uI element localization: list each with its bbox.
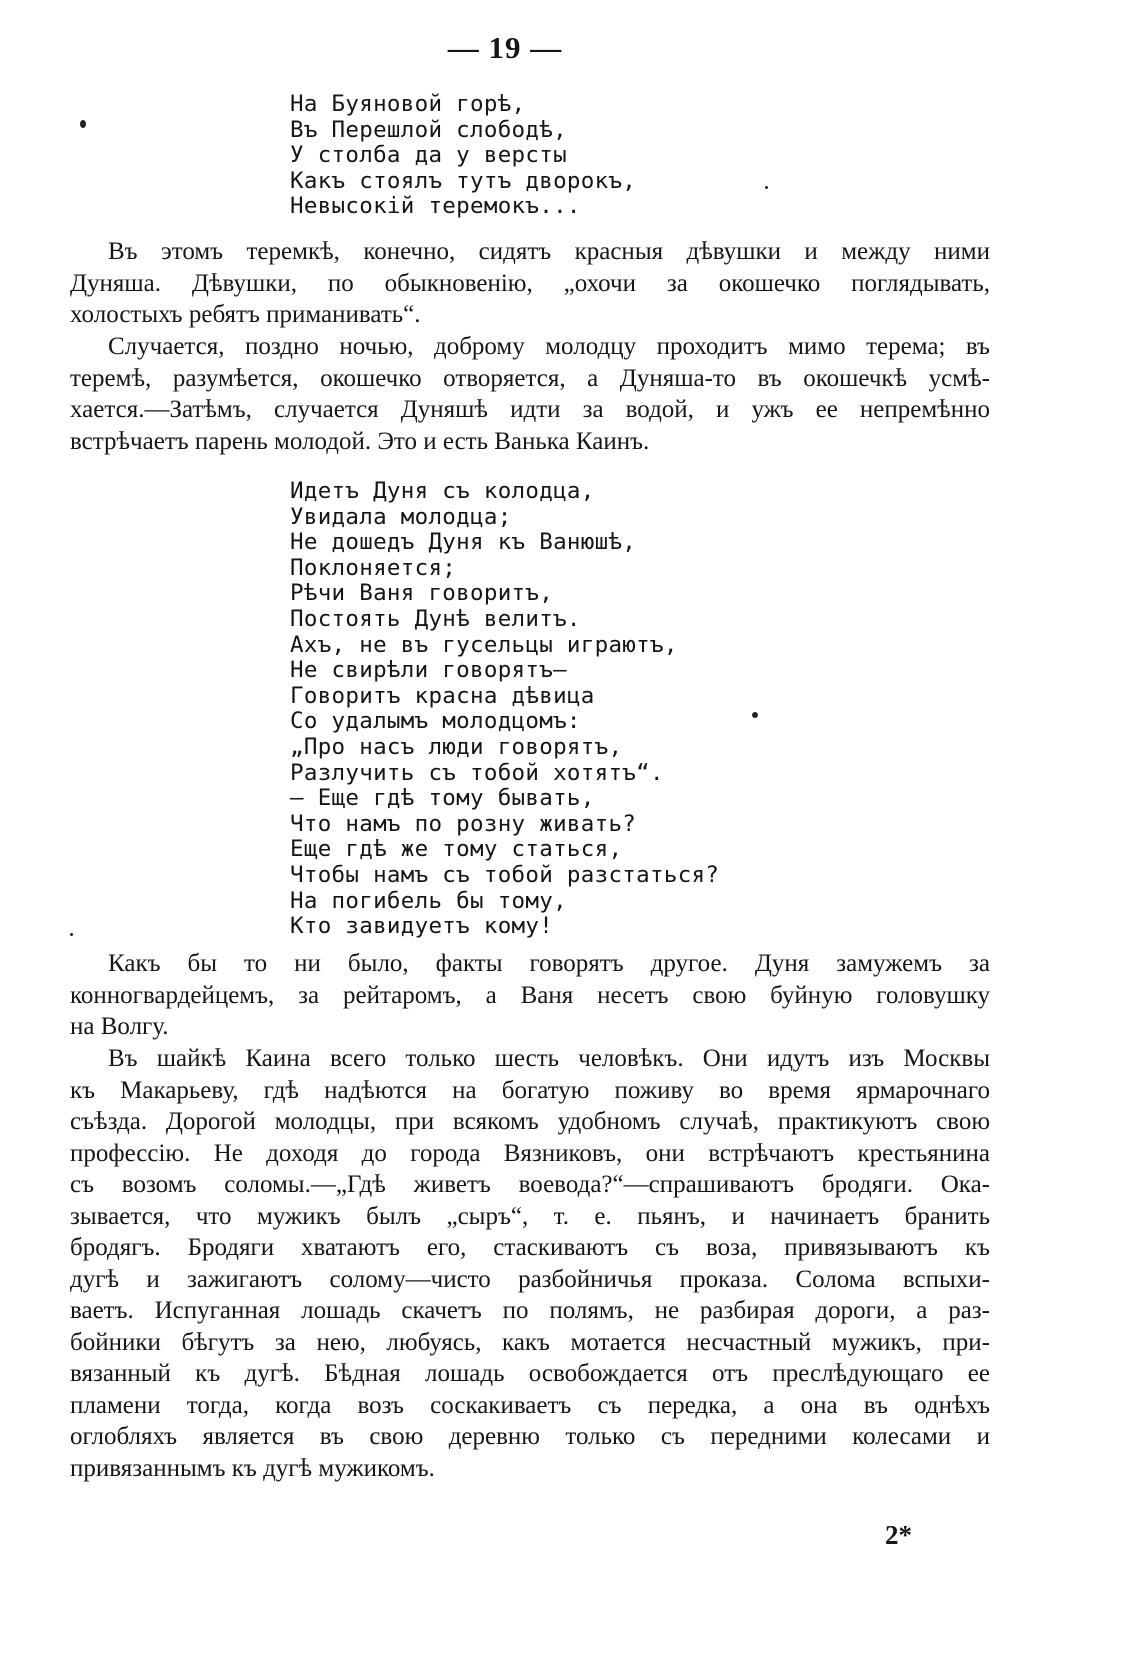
text-line: ваетъ. Испуганная лошадь скачетъ по полямъ, не разбирая дороги, а раз- — [70, 1297, 990, 1324]
text-line: Въ шайкѣ Каина всего только шесть человѣкъ. Они идутъ изъ Москвы — [108, 1045, 990, 1072]
paragraph — [70, 1043, 990, 1484]
signature-mark: 2* — [885, 1520, 912, 1550]
text-line: пламени тогда, когда возъ соскакиваетъ съ передка, а она въ однѣхъ — [70, 1391, 990, 1419]
verse-line: — Еще гдѣ тому бывать, — [290, 785, 595, 812]
text-line: холостыхъ ребятъ приманивать“. — [70, 301, 421, 328]
verse-line: Увидала молодца; — [290, 503, 512, 530]
verse-block — [290, 479, 719, 940]
text-line: зывается, что мужикъ былъ „сыръ“, т. е. пьянъ, и начинаетъ бранить — [70, 1202, 990, 1230]
verse-line: Говоритъ красна дѣвица — [290, 682, 595, 709]
text-line: бродягъ. Бродяги хватаютъ его, стаскиваютъ съ воза, привязываютъ къ — [70, 1234, 990, 1261]
paragraph — [70, 948, 990, 1043]
verse-line: Поклоняется; — [290, 554, 457, 581]
verse-line: Чтобы намъ съ тобой разстаться? — [290, 861, 720, 888]
verse-line: Еще гдѣ же тому статься, — [290, 836, 623, 863]
text-line: Какъ бы то ни было, факты говорятъ другое. Дуня замужемъ за — [108, 950, 990, 977]
text-line: конногвардейцемъ, за рейтаромъ, а Ваня несетъ свою буйную головушку — [70, 981, 990, 1009]
text-line: съѣзда. Дорогой молодцы, при всякомъ удобномъ случаѣ, практикуютъ свою — [70, 1108, 990, 1135]
paragraph — [70, 331, 990, 457]
text-line: къ Макарьеву, гдѣ надѣются на богатую поживу во время ярмарочнаго — [70, 1076, 990, 1104]
ink-speck — [80, 120, 86, 128]
text-line: Дуняша. Дѣвушки, по обыкновенію, „охочи за окошечко поглядывать, — [70, 269, 990, 297]
text-line: дугѣ и зажигаютъ солому—чисто разбойничья проказа. Солома вспыхи- — [70, 1265, 990, 1293]
verse-line: У столба да у версты — [290, 142, 567, 169]
text-line: встрѣчаетъ парень молодой. Это и есть Ванька Каинъ. — [70, 427, 650, 455]
text-line: Въ этомъ теремкѣ, конечно, сидятъ красныя дѣвушки и между ними — [108, 238, 990, 265]
text-line: оглобляхъ является въ свою деревню только съ передними колесами и — [70, 1423, 990, 1450]
ink-speck — [765, 186, 768, 189]
verse-line: Ахъ, не въ гусельцы играютъ, — [290, 631, 678, 658]
text-line: привязаннымъ къ дугѣ мужикомъ. — [70, 1454, 435, 1482]
verse-line: Въ Перешлой слободѣ, — [290, 116, 567, 143]
verse-line: Невысокій теремокъ... — [290, 193, 581, 220]
ink-speck — [70, 933, 73, 936]
verse-line: Не дошедъ Дуня къ Ванюшѣ, — [290, 529, 637, 556]
text-line: съ возомъ соломы.—„Гдѣ живетъ воевода?“—спрашиваютъ бродяги. Ока- — [70, 1171, 990, 1198]
verse-line: На Буяновой горѣ, — [290, 91, 526, 117]
page-number: — 19 — — [447, 30, 563, 65]
verse-line: Что намъ по розну живать? — [290, 810, 637, 837]
text-line: Случается, поздно ночью, доброму молодцу проходитъ мимо терема; въ — [108, 333, 990, 360]
paragraph — [70, 236, 990, 331]
text-line: бойники бѣгутъ за нею, любуясь, какъ мотается несчастный мужикъ, при- — [70, 1328, 990, 1356]
verse-line: Идетъ Дуня съ колодца, — [290, 478, 595, 504]
verse-line: На погибель бы тому, — [290, 887, 567, 914]
verse-line: Кто завидуетъ кому! — [290, 913, 554, 940]
text-line: вязанный къ дугѣ. Бѣдная лошадь освобождается отъ преслѣдующаго ее — [70, 1360, 990, 1387]
verse-line: Со удалымъ молодцомъ: — [290, 708, 581, 735]
verse-line: „Про насъ люди говорятъ, — [290, 733, 623, 760]
verse-line: Разлучить съ тобой хотятъ“. — [290, 759, 664, 786]
verse-line: Рѣчи Ваня говоритъ, — [290, 580, 554, 607]
text-line: профессію. Не доходя до города Вязниковъ, они встрѣчаютъ крестьянина — [70, 1139, 990, 1167]
verse-block — [290, 92, 636, 220]
text-line: на Волгу. — [70, 1013, 169, 1040]
text-line: теремѣ, разумѣется, окошечко отворяется, а Дуняша-то въ окошечкѣ усмѣ- — [70, 364, 990, 392]
text-line: хается.—Затѣмъ, случается Дуняшѣ идти за водой, и ужъ ее непремѣнно — [70, 396, 990, 423]
verse-line: Какъ стоялъ тутъ дворокъ, — [290, 167, 637, 194]
verse-line: Постоять Дунѣ велитъ. — [290, 605, 581, 632]
ink-speck — [752, 712, 758, 718]
verse-line: Не свирѣли говорятъ— — [290, 657, 567, 684]
